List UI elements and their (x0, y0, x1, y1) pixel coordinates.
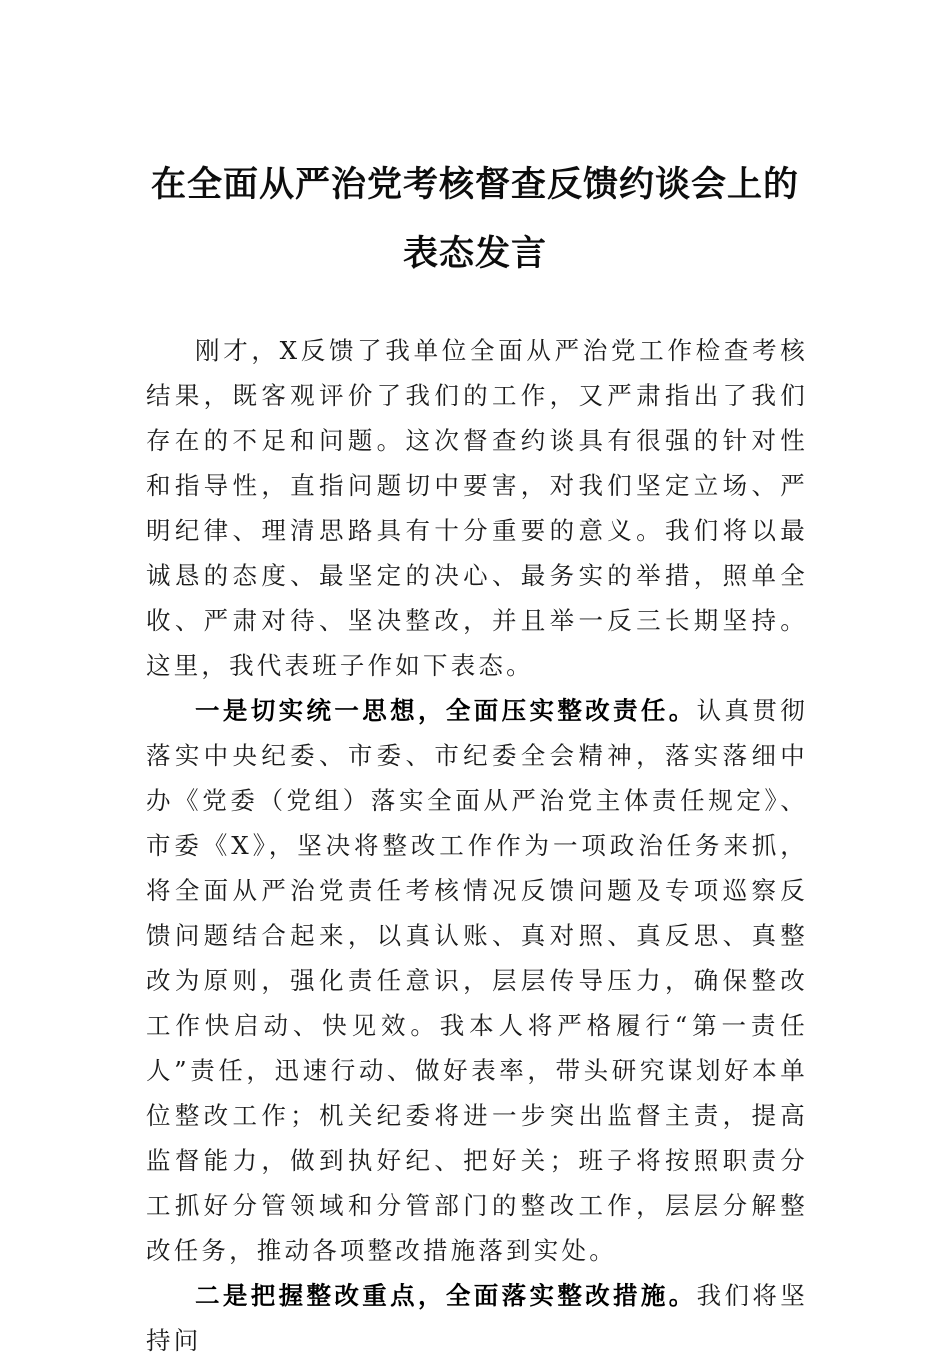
paragraph-2 (146, 688, 808, 1273)
paragraph-3 (146, 1273, 808, 1363)
paragraph-3-lead: 二是把握整改重点，全面落实整改措施。 (195, 1281, 697, 1310)
paragraph-2-text: 认真贯彻落实中央纪委、市委、市纪委全会精神，落实落细中办《党委（党组）落实全面从严治党主体责任规定》、市委《X》，坚决将整改工作作为一项政治任务来抓，将全面从严治党责任考核情况反馈问题及专项巡察反馈问题结合起来，以真认账、真对照、真反思、真整改为原则，强化责任意识，层层传导压力，确保整改工作快启动、快见效。我本人将严格履行“第一责任人”责任，迅速行动、做好表率，带头研究谋划好本单位整改工作；机关纪委将进一步突出监督主责，提高监督能力，做到执好纪、把好关；班子将按照职责分工抓好分管领域和分管部门的整改工作，层层分解整改任务，推动各项整改措施落到实处。 (146, 696, 808, 1265)
paragraph-2-lead: 一是切实统一思想，全面压实整改责任。 (195, 696, 697, 725)
paragraph-3-text: 我们将坚持问 (146, 1281, 808, 1355)
document-body (146, 328, 808, 1363)
document-title-line-2: 表态发言 (402, 233, 547, 274)
paragraph-1 (146, 328, 808, 688)
document-title-line-1: 在全面从严治党考核督查反馈约谈会上的 (150, 164, 799, 205)
paragraph-1-text: 刚才，X反馈了我单位全面从严治党工作检查考核结果，既客观评价了我们的工作，又严肃指出了我们存在的不足和问题。这次督查约谈具有很强的针对性和指导性，直指问题切中要害，对我们坚定立场、严明纪律、理清思路具有十分重要的意义。我们将以最诚恳的态度、最坚定的决心、最务实的举措，照单全收、严肃对待、坚决整改，并且举一反三长期坚持。这里，我代表班子作如下表态。 (146, 336, 808, 680)
